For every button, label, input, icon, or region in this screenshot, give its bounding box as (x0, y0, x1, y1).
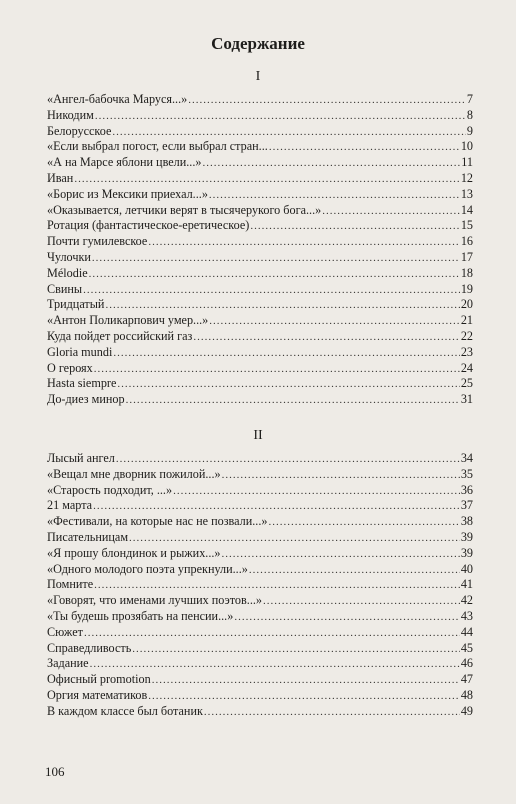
toc-entry-page: 41 (460, 577, 473, 592)
toc-entry-title: Помните (47, 577, 94, 592)
toc-entry-title: Никодим (47, 107, 94, 122)
section-heading-1: I (255, 69, 261, 84)
toc-entry-page: 7 (466, 92, 473, 106)
toc-entry-title: До-диез минор (47, 392, 125, 407)
toc-entry (47, 266, 473, 282)
toc-entry-page: 31 (460, 392, 473, 407)
toc-entry (47, 297, 473, 313)
toc-entry-page: 45 (460, 640, 473, 655)
dot-leader (148, 235, 460, 251)
toc-entry (47, 656, 473, 672)
dot-leader (84, 626, 460, 642)
toc-entry (47, 361, 473, 377)
toc-entry (47, 155, 473, 171)
dot-leader (94, 362, 460, 378)
toc-entry-title: Писательницам (47, 529, 129, 544)
toc-entry-title: «Оказывается, летчики верят в тысячерукого бога...» (47, 202, 322, 217)
toc-entry-title: Иван (47, 170, 74, 185)
toc-entry-title: Куда пойдет российский газ (47, 328, 193, 343)
toc-entry (47, 514, 473, 530)
toc-entry (47, 562, 473, 578)
toc-section-1 (47, 92, 473, 408)
toc-entry (47, 641, 473, 657)
dot-leader (188, 93, 466, 109)
toc-entry (47, 171, 473, 187)
toc-entry-title: «Фестивали, на которые нас не позвали...» (47, 514, 268, 529)
toc-entry-page: 49 (460, 703, 473, 718)
toc-entry (47, 704, 473, 720)
toc-entry (47, 218, 473, 234)
toc-entry-title: Gloria mundi (47, 344, 113, 359)
toc-entry-title: «Антон Поликарпович умер...» (47, 313, 209, 328)
dot-leader (112, 125, 466, 141)
toc-entry (47, 451, 473, 467)
toc-entry-page: 25 (460, 376, 473, 391)
toc-entry-title: «Одного молодого поэта упрекнули...» (47, 561, 248, 576)
toc-entry-page: 14 (460, 202, 473, 217)
dot-leader (132, 642, 460, 658)
toc-entry (47, 108, 473, 124)
dot-leader (92, 251, 460, 267)
toc-entry-page: 35 (460, 466, 473, 481)
dot-leader (74, 172, 459, 188)
dot-leader (269, 140, 460, 156)
dot-leader (268, 515, 459, 531)
toc-entry (47, 376, 473, 392)
toc-entry-title: «Ты будешь прозябать на пенсии...» (47, 608, 234, 623)
toc-entry-page: 47 (460, 672, 473, 687)
dot-leader (116, 452, 460, 468)
dot-leader (94, 578, 460, 594)
toc-entry-page: 40 (460, 561, 473, 576)
toc-entry (47, 329, 473, 345)
toc-entry (47, 124, 473, 140)
dot-leader (204, 705, 460, 721)
dot-leader (249, 563, 460, 579)
toc-entry (47, 139, 473, 155)
toc-entry (47, 593, 473, 609)
toc-entry-page: 9 (466, 123, 473, 138)
toc-entry-title: Лысый ангел (47, 451, 115, 465)
dot-leader (234, 610, 460, 626)
toc-entry-page: 16 (460, 234, 473, 249)
toc-entry-title: Белорусское (47, 123, 112, 138)
toc-entry-title: «Вещал мне дворник пожилой...» (47, 466, 221, 481)
dot-leader (222, 547, 460, 563)
toc-entry (47, 546, 473, 562)
toc-entry-title: Задание (47, 656, 89, 671)
page-title: Содержание (211, 34, 305, 53)
toc-entry-title: Справедливость (47, 640, 132, 655)
dot-leader (93, 499, 460, 515)
toc-entry-page: 24 (460, 360, 473, 375)
toc-entry-page: 46 (460, 656, 473, 671)
toc-entry (47, 282, 473, 298)
toc-entry (47, 203, 473, 219)
toc-entry-title: Тридцатый (47, 297, 105, 312)
toc-entry-page: 8 (466, 107, 473, 122)
toc-entry-page: 22 (460, 328, 473, 343)
toc-entry-title: «Борис из Мексики приехал...» (47, 186, 208, 201)
toc-entry-page: 39 (460, 529, 473, 544)
dot-leader (113, 346, 459, 362)
dot-leader (83, 283, 460, 299)
toc-entry-title: О героях (47, 360, 93, 375)
toc-entry (47, 672, 473, 688)
toc-entry (47, 577, 473, 593)
toc-entry-page: 37 (460, 498, 473, 513)
toc-entry-page: 15 (460, 218, 473, 233)
toc-entry-page: 11 (461, 155, 473, 170)
dot-leader (152, 673, 460, 689)
dot-leader (89, 267, 460, 283)
toc-entry-page: 36 (460, 482, 473, 497)
dot-leader (263, 594, 460, 610)
toc-entry-title: Сюжет (47, 624, 83, 639)
toc-entry (47, 234, 473, 250)
toc-entry-title: «А на Марсе яблони цвели...» (47, 155, 202, 170)
toc-entry-page: 12 (460, 170, 473, 185)
dot-leader (250, 219, 460, 235)
toc-entry-page: 38 (460, 514, 473, 529)
toc-entry-title: Чулочки (47, 249, 91, 264)
toc-entry-title: «Говорят, что именами лучших поэтов...» (47, 593, 263, 608)
toc-entry (47, 313, 473, 329)
toc-entry-title: Mélodie (47, 265, 88, 280)
toc-entry-title: 21 марта (47, 498, 93, 513)
dot-leader (203, 156, 461, 172)
dot-leader (148, 689, 460, 705)
toc-entry-title: В каждом классе был ботаник (47, 703, 203, 718)
toc-entry-page: 13 (460, 186, 473, 201)
toc-entry-title: Офисный promotion (47, 672, 151, 687)
toc-entry-page: 21 (460, 313, 473, 328)
dot-leader (222, 468, 460, 484)
toc-entry (47, 688, 473, 704)
toc-section-2 (47, 451, 473, 720)
toc-entry-page: 34 (460, 451, 473, 465)
toc-entry (47, 250, 473, 266)
toc-entry-page: 39 (460, 545, 473, 560)
toc-entry (47, 530, 473, 546)
toc-entry-page: 48 (460, 687, 473, 702)
dot-leader (105, 298, 459, 314)
dot-leader (90, 657, 460, 673)
toc-entry-page: 20 (460, 297, 473, 312)
toc-entry-page: 17 (460, 249, 473, 264)
toc-entry (47, 625, 473, 641)
dot-leader (173, 484, 460, 500)
toc-entry-title: Ротация (фантастическое-еретическое) (47, 218, 250, 233)
toc-entry-page: 43 (460, 608, 473, 623)
toc-entry-title: «Если выбрал погост, если выбрал стран... (47, 139, 268, 154)
dot-leader (129, 531, 460, 547)
toc-entry (47, 345, 473, 361)
page-number: 106 (45, 764, 65, 779)
toc-entry-title: Hasta siempre (47, 376, 117, 391)
toc-entry (47, 92, 473, 108)
dot-leader (209, 188, 460, 204)
toc-entry-title: «Ангел-бабочка Маруся...» (47, 92, 188, 106)
dot-leader (193, 330, 459, 346)
toc-entry (47, 467, 473, 483)
toc-entry (47, 498, 473, 514)
toc-entry (47, 483, 473, 499)
toc-entry-title: «Я прошу блондинок и рыжих...» (47, 545, 221, 560)
dot-leader (209, 314, 460, 330)
dot-leader (322, 204, 460, 220)
toc-entry (47, 187, 473, 203)
toc-entry-title: Почти гумилевское (47, 234, 148, 249)
section-heading-2: II (253, 428, 263, 443)
toc-entry-page: 23 (460, 344, 473, 359)
toc-entry-title: «Старость подходит, ...» (47, 482, 173, 497)
toc-entry (47, 609, 473, 625)
toc-entry (47, 392, 473, 408)
toc-entry-page: 44 (460, 624, 473, 639)
dot-leader (117, 377, 459, 393)
dot-leader (126, 393, 460, 409)
toc-entry-page: 10 (460, 139, 473, 154)
toc-entry-page: 19 (460, 281, 473, 296)
toc-entry-page: 18 (460, 265, 473, 280)
dot-leader (95, 109, 466, 125)
toc-entry-page: 42 (460, 593, 473, 608)
toc-entry-title: Свины (47, 281, 83, 296)
toc-entry-title: Оргия математиков (47, 687, 148, 702)
